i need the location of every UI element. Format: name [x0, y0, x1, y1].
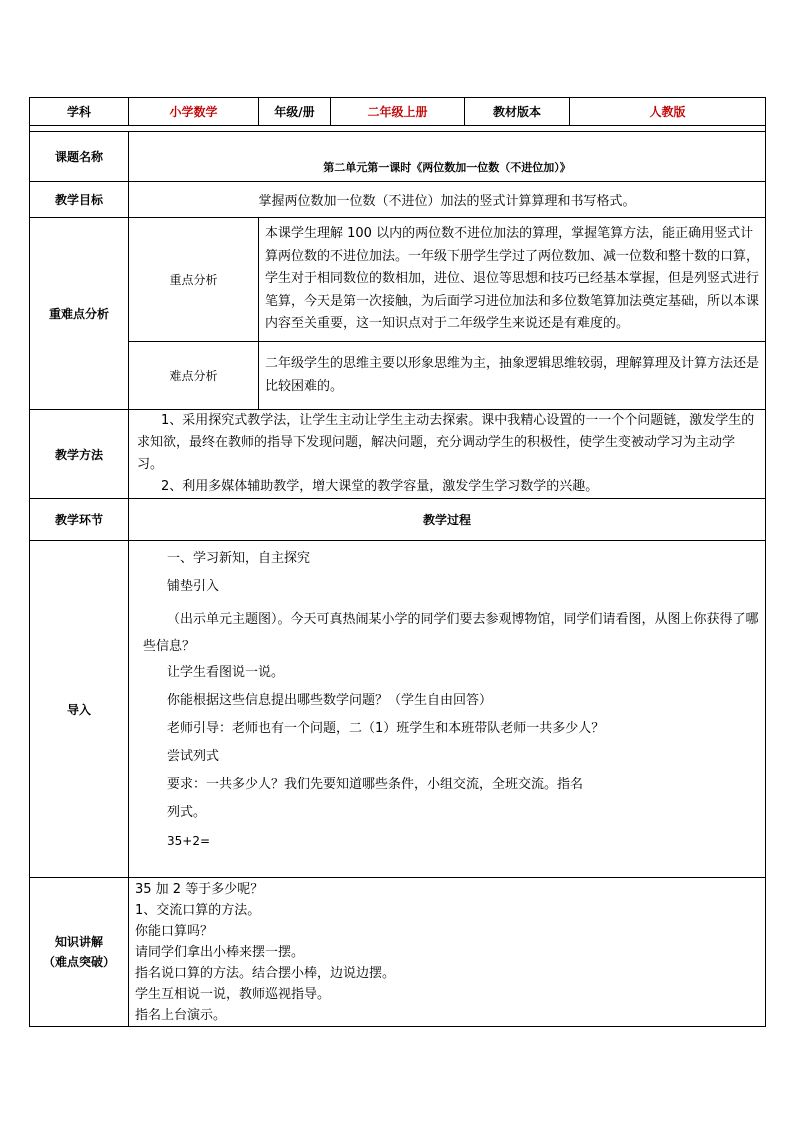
lead-in-row: [30, 541, 766, 878]
lead-in-line: 要求：一共多少人？我们先要知道哪些条件，小组交流，全班交流。指名: [167, 777, 584, 792]
key-analysis-label: 重点分析: [129, 218, 259, 342]
lead-in-line: 让学生看图说一说。: [167, 665, 285, 680]
method-row: [30, 410, 766, 499]
knowledge-line: 学生互相说一说，教师巡视指导。: [135, 987, 331, 1002]
header-row: [30, 98, 766, 126]
method-label: 教学方法: [30, 410, 129, 499]
topic-row: [30, 132, 766, 182]
subject-value: 小学数学: [129, 98, 259, 126]
knowledge-line: 指名上台演示。: [135, 1008, 227, 1023]
goal-row: [30, 182, 766, 218]
knowledge-row: [30, 878, 766, 1027]
grade-value: 二年级上册: [331, 98, 465, 126]
analysis-label: 重难点分析: [30, 218, 129, 410]
knowledge-line: 35 加 2 等于多少呢？: [135, 882, 264, 897]
knowledge-label: [30, 878, 129, 1027]
knowledge-label-line1: 知识讲解: [54, 935, 103, 949]
edition-label: 教材版本: [465, 98, 570, 126]
method-item-2: 2、利用多媒体辅助教学，增大课堂的教学容量，激发学生学习数学的兴趣。: [161, 479, 599, 494]
method-content: [129, 410, 766, 499]
lesson-plan-table: [29, 97, 766, 1027]
method-item-1: 1、采用探究式教学法，让学生主动让学生主动去探索。课中我精心设置的一一个个问题链，激发学生的求知欲，最终在教师的指导下发现问题，解决问题，充分调动学生的积极性，使学生变被动学习为主动学习。: [137, 413, 755, 472]
lead-in-content: [129, 541, 766, 878]
subject-label: 学科: [30, 98, 129, 126]
goal-label: 教学目标: [30, 182, 129, 218]
lead-in-line: 尝试列式: [167, 749, 220, 764]
knowledge-line: 指名说口算的方法。结合摆小棒，边说边摆。: [135, 966, 396, 981]
lead-in-line: 老师引导：老师也有一个问题，二（1）班学生和本班带队老师一共多少人？: [167, 721, 605, 736]
grade-label: 年级/册: [259, 98, 331, 126]
lead-in-line: 列式。: [167, 805, 207, 820]
process-header-row: [30, 499, 766, 541]
lead-in-line: 35+2=: [167, 834, 211, 848]
difficulty-analysis-label: 难点分析: [129, 342, 259, 410]
lead-in-line: 铺垫引入: [167, 579, 220, 594]
knowledge-line: 1、交流口算的方法。: [135, 903, 261, 918]
key-analysis-text: 本课学生理解 100 以内的两位数不进位加法的算理，掌握笔算方法，能正确用竖式计算两位数的不进位加法。一年级下册学生学过了两位数加、减一位数和整十数的口算，学生对于相同数位的数相加，进位、退位等思想和技巧已经基本掌握，但是列竖式进行笔算，今天是第一次接触，为后面学习进位加法和多位数笔算加法奠定基础，所以本课内容至关重要，这一知识点对于二年级学生来说还是有难度的。: [259, 218, 766, 342]
knowledge-line: 你能口算吗？: [135, 924, 214, 939]
knowledge-line: 请同学们拿出小棒来摆一摆。: [135, 945, 305, 960]
knowledge-label-line2: （难点突破）: [42, 955, 115, 969]
goal-value: 掌握两位数加一位数（不进位）加法的竖式计算算理和书写格式。: [129, 182, 766, 218]
topic-label: 课题名称: [30, 132, 129, 182]
lead-in-label: 导入: [30, 541, 129, 878]
difficulty-analysis-text: 二年级学生的思维主要以形象思维为主，抽象逻辑思维较弱，理解算理及计算方法还是比较困难的。: [259, 342, 766, 410]
process-label: 教学环节: [30, 499, 129, 541]
key-analysis-row: [30, 218, 766, 342]
process-value: 教学过程: [129, 499, 766, 541]
edition-value: 人教版: [570, 98, 766, 126]
difficulty-analysis-row: [30, 342, 766, 410]
topic-value: 第二单元第一课时《两位数加一位数（不进位加）》: [129, 132, 766, 182]
lead-in-line: （出示单元主题图）。今天可真热闹某小学的同学们要去参观博物馆，同学们请看图，从图上你获得了哪些信息？: [143, 612, 759, 654]
lead-in-line: 一、学习新知，自主探究: [167, 551, 311, 566]
knowledge-content: [129, 878, 766, 1027]
lead-in-line: 你能根据这些信息提出哪些数学问题？（学生自由回答）: [167, 693, 493, 708]
